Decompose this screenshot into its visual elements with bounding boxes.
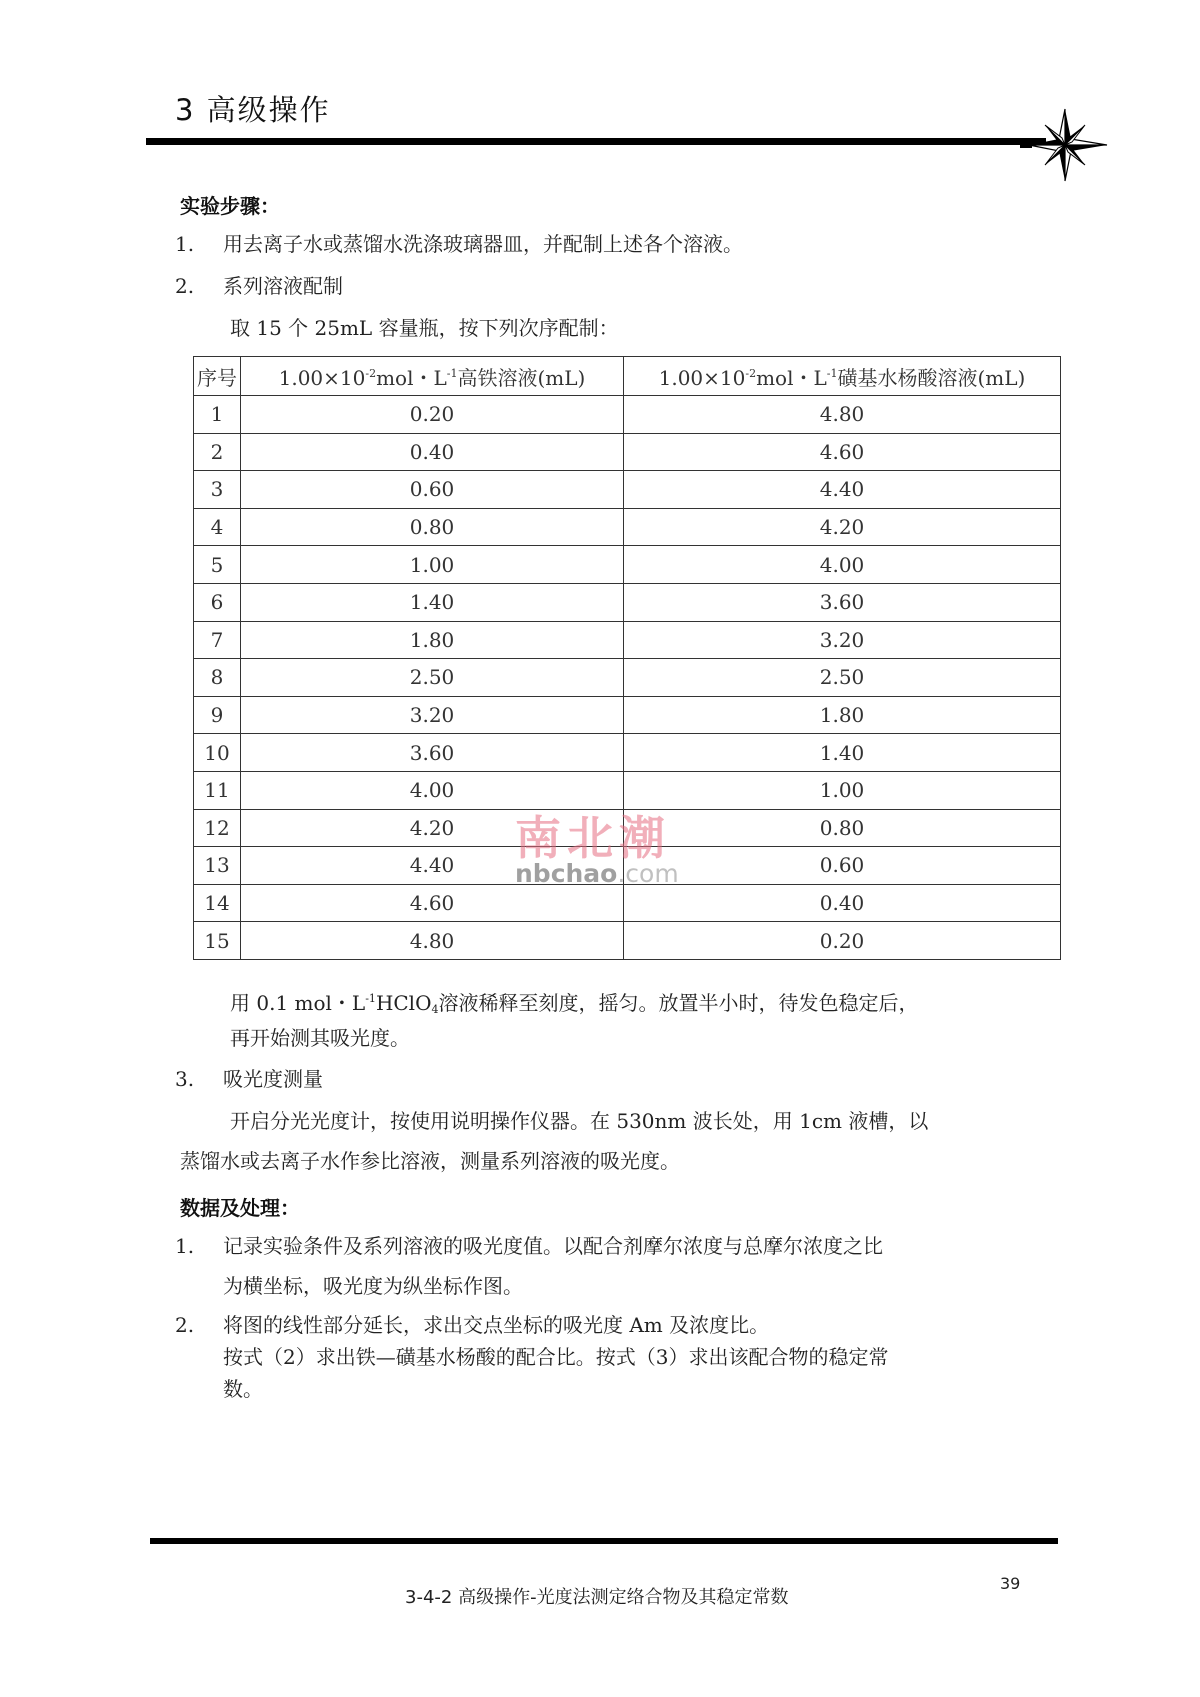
step-2-intro: 取 15 个 25mL 容量瓶，按下列次序配制： xyxy=(230,316,619,340)
page-number: 39 xyxy=(1000,1574,1021,1593)
header-rule xyxy=(146,138,1046,145)
item-number: 1. xyxy=(175,1234,195,1258)
item-number: 2. xyxy=(175,1313,195,1337)
header-iron-solution: $1.00\times 10^{-2}mol$・$L^{-1}$高铁溶液(mL) xyxy=(241,357,624,396)
table-row: 11 4.00 1.00 xyxy=(194,771,1061,809)
table-row: 4 0.80 4.20 xyxy=(194,508,1061,546)
data-item-2-line2: 按式（2）求出铁—磺基水杨酸的配合比。按式（3）求出该配合物的稳定常 xyxy=(223,1345,889,1369)
table-header-row xyxy=(194,357,1061,396)
procedure-step-1 xyxy=(175,230,743,258)
procedure-step-2 xyxy=(175,272,343,300)
table-row: 7 1.80 3.20 xyxy=(194,621,1061,659)
data-item-1-line2: 为横坐标，吸光度为纵坐标作图。 xyxy=(223,1274,523,1298)
data-item-2 xyxy=(175,1311,769,1339)
step-3-line2: 蒸馏水或去离子水作参比溶液，测量系列溶液的吸光度。 xyxy=(180,1149,680,1173)
item-text: 记录实验条件及系列溶液的吸光度值。以配合剂摩尔浓度与总摩尔浓度之比 xyxy=(223,1234,883,1258)
step-text: 系列溶液配制 xyxy=(223,274,343,298)
data-item-1 xyxy=(175,1232,883,1260)
table-row: 9 3.20 1.80 xyxy=(194,696,1061,734)
header-sulfosalicylic-solution: $1.00\times 10^{-2}mol$・$L^{-1}$磺基水杨酸溶液(mL) xyxy=(624,357,1061,396)
step-text: 用去离子水或蒸馏水洗涤玻璃器皿，并配制上述各个溶液。 xyxy=(223,232,743,256)
table-row: 13 4.40 0.60 xyxy=(194,847,1061,885)
dilution-note-line2: 再开始测其吸光度。 xyxy=(230,1026,410,1050)
table-row: 8 2.50 2.50 xyxy=(194,659,1061,697)
watermark-cn: 南北潮 xyxy=(515,811,671,865)
procedure-step-3 xyxy=(175,1065,323,1093)
watermark-en: nbchao.com xyxy=(515,859,679,888)
step-number: 1. xyxy=(175,232,195,256)
table-row: 5 1.00 4.00 xyxy=(194,546,1061,584)
table-row: 6 1.40 3.60 xyxy=(194,583,1061,621)
footer-rule xyxy=(150,1538,1058,1544)
step-text: 吸光度测量 xyxy=(223,1067,323,1091)
data-processing-heading: 数据及处理： xyxy=(180,1196,300,1220)
solution-series-table xyxy=(193,356,1061,960)
data-item-2-line3: 数。 xyxy=(223,1377,263,1401)
table-row: 1 0.20 4.80 xyxy=(194,396,1061,434)
table-row: 12 4.20 0.80 xyxy=(194,809,1061,847)
dilution-note-line1: 用 0.1 mol・$L^{-1}HClO_4$溶液稀释至刻度，摇匀。放置半小时，待发色稳定后， xyxy=(230,991,919,1016)
table-row: 2 0.40 4.60 xyxy=(194,433,1061,471)
step-number: 2. xyxy=(175,274,195,298)
compass-star-icon xyxy=(1020,105,1110,185)
table-row: 10 3.60 1.40 xyxy=(194,734,1061,772)
item-text: 将图的线性部分延长，求出交点坐标的吸光度 Am 及浓度比。 xyxy=(223,1313,770,1337)
step-number: 3. xyxy=(175,1067,195,1091)
table-row: 3 0.60 4.40 xyxy=(194,471,1061,509)
header-index: 序号 xyxy=(194,357,241,396)
footer-caption: 3-4-2 高级操作-光度法测定络合物及其稳定常数 xyxy=(405,1587,789,1608)
procedure-heading: 实验步骤： xyxy=(180,194,280,218)
table-row: 15 4.80 0.20 xyxy=(194,922,1061,960)
table-row: 14 4.60 0.40 xyxy=(194,884,1061,922)
chapter-title: 3 高级操作 xyxy=(175,93,331,127)
step-3-line1: 开启分光光度计，按使用说明操作仪器。在 530nm 波长处，用 1cm 液槽，以 xyxy=(230,1109,929,1133)
